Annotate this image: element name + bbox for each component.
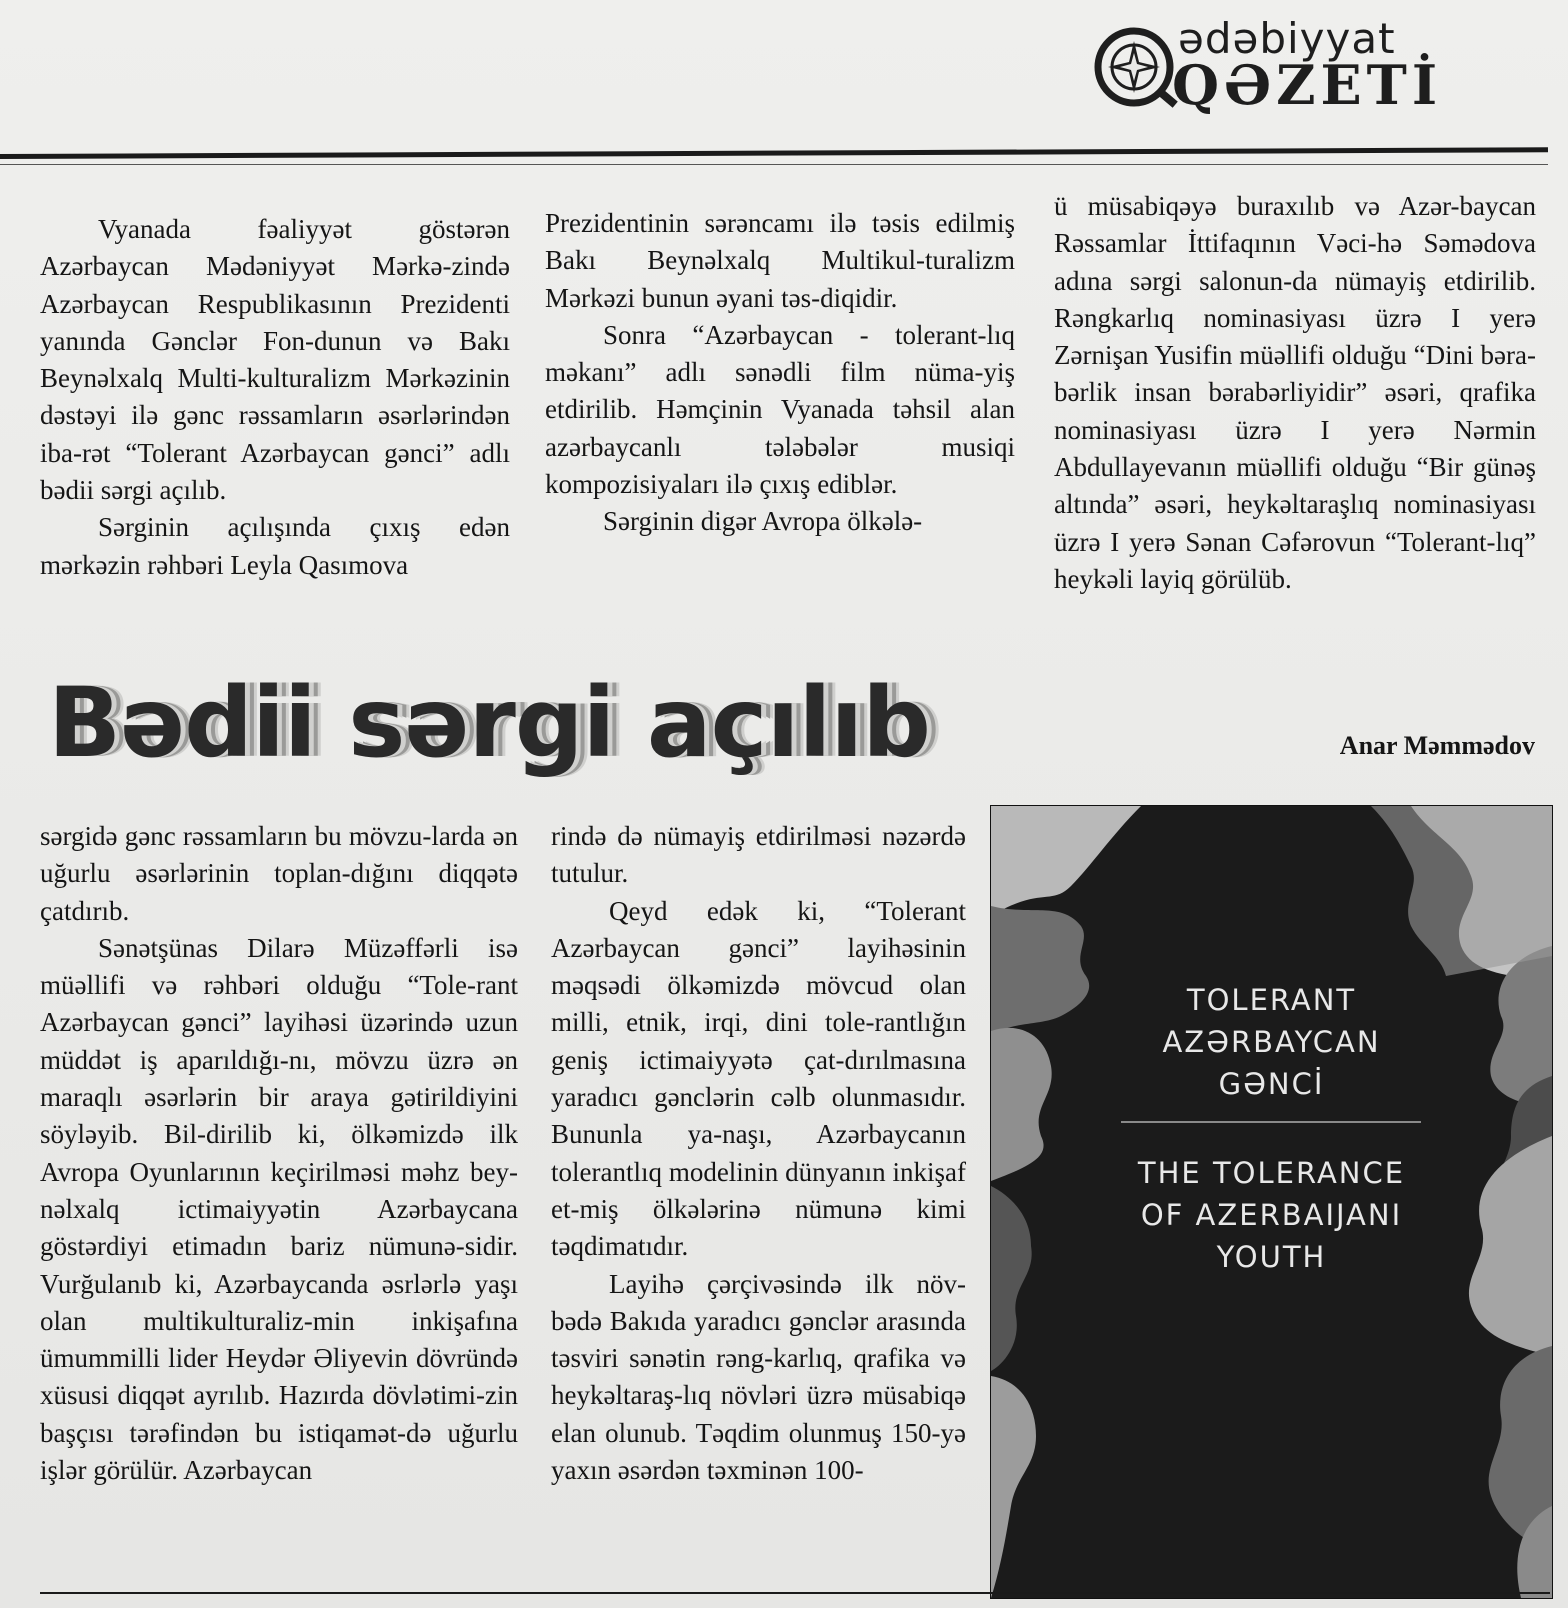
article-paragraph: Qeyd edək ki, “Tolerant Azərbaycan gənci” layihəsinin məqsədi ölkəmizdə mövcud olan milli, etnik, irqi, dini tole-rantlığın geniş ictimaiyyətə çat-dırılmasına yaradıcı gənclərin cəlb olunmasıdır. Bununla ya-naşı, Azərbaycanın tolerantlıq modelinin dünyanın inkişaf et-miş ölkələrinə nümunə kimi təqdimatıdır. bbox=[551, 895, 966, 1262]
masthead bbox=[1094, 14, 1464, 124]
article-headline: Bədii sərgi açılıb bbox=[48, 667, 930, 779]
footer-rule bbox=[40, 1592, 1550, 1594]
compass-logo-icon bbox=[1094, 24, 1180, 110]
article-paragraph: ü müsabiqəyə buraxılıb və Azər-baycan Rəssamlar İttifaqının Vəci-hə Səmədova adına sərgi salonun-da nümayiş etdirilib. Rəngkarlıq nominasiyası üzrə I yerə Zərnişan Yusifin müəllifi olduğu “Dini bəra-bərlik insan bərabərliyidir” əsəri, qrafika nominasiyası üzrə I yerə Nərmin Abdullayevanın müəllifi olduğu “Bir günəş altında” əsəri, heykəltaraşlıq nominasiyası üzrə I yerə Sənan Cəfərovun “Tolerant-lıq” heykəli layiq görülüb. bbox=[1054, 191, 1536, 594]
poster-divider bbox=[1121, 1121, 1421, 1123]
poster-title-en bbox=[991, 1152, 1552, 1278]
article-paragraph: sərgidə gənc rəssamların bu mövzu-larda ən uğurlu əsərlərinin toplan-dığını diqqətə çatdırıb. bbox=[40, 821, 518, 926]
article-byline: Anar Məmmədov bbox=[1339, 731, 1535, 760]
poster-en-line2: OF AZERBAIJANI bbox=[1140, 1198, 1403, 1232]
poster-az-line2: AZƏRBAYCAN bbox=[1162, 1025, 1381, 1059]
poster-en-line3: YOUTH bbox=[1216, 1240, 1327, 1274]
poster-en-line1: THE TOLERANCE bbox=[1137, 1156, 1406, 1190]
article-paragraph: Sərginin açılışında çıxış edən mərkəzin rəhbəri Leyla Qasımova bbox=[40, 512, 510, 580]
poster-az-line1: TOLERANT bbox=[1186, 983, 1357, 1017]
article-paragraph: Vyanada fəaliyyət göstərən Azərbaycan Mədəniyyət Mərkə-zində Azərbaycan Respublikasının Prezidenti yanında Gənclər Fon-dunun və Bakı Beynəlxalq Multi-kulturalizm Mərkəzinin dəstəyi ilə gənc rəssamların əsərlərindən iba-rət “Tolerant Azərbaycan gənci” adlı bədii sərgi açılıb. bbox=[40, 214, 510, 506]
masthead-line1: ədəbiyyat bbox=[1178, 14, 1396, 63]
article-column-3 bbox=[1054, 188, 1536, 598]
header-rule bbox=[0, 147, 1548, 159]
exhibition-poster bbox=[990, 805, 1553, 1599]
article-column-2 bbox=[545, 205, 1015, 541]
masthead-line2: QƏZETİ bbox=[1172, 53, 1443, 117]
article-paragraph: Sərginin digər Avropa ölkələ- bbox=[603, 506, 923, 537]
article-paragraph: Layihə çərçivəsində ilk növ-bədə Bakıda yaradıcı gənclər arasında təsviri sənətin rəng-karlıq, qrafika və heykəltaraş-lıq növləri üzrə müsabiqə elan olunub. Təqdim olunmuş 150-yə yaxın əsərdən təxminən 100- bbox=[551, 1268, 966, 1486]
header-rule-thin bbox=[0, 164, 1548, 165]
article-paragraph: Sənətşünas Dilarə Müzəffərli isə müəllifi və rəhbəri olduğu “Tole-rant Azərbaycan gənci” layihəsi üzərində uzun müddət iş aparıldığı-nı, mövzu üzrə ən maraqlı əsərlərin bir araya gətirildiyini söyləyib. Bil-dirilib ki, ölkəmizdə ilk Avropa Oyunlarının keçirilməsi məhz bey-nəlxalq ictimaiyyətin Azərbaycana göstərdiyi etimadın bariz nümunə-sidir. Vurğulanıb ki, Azərbaycanda əsrlərlə yaşı olan multikulturaliz-min inkişafına ümummilli lider Heydər Əliyevin dövründə xüsusi diqqət ayrılıb. Hazırda dövlətimi-zin başçısı tərəfindən bu istiqamət-də uğurlu işlər görülür. Azərbaycan bbox=[40, 932, 518, 1486]
article-paragraph: Prezidentinin sərəncamı ilə təsis edilmiş Bakı Beynəlxalq Multikul-turalizm Mərkəzi bunun əyani təs-diqidir. bbox=[545, 208, 1015, 313]
article-paragraph: Sonra “Azərbaycan - tolerant-lıq məkanı” adlı sənədli film nüma-yiş etdirilib. Həmçinin Vyanada təhsil alan azərbaycanlı tələbələr musiqi kompozisiyaları ilə çıxış ediblər. bbox=[545, 319, 1015, 500]
article-paragraph: rində də nümayiş etdirilməsi nəzərdə tutulur. bbox=[551, 821, 966, 889]
poster-az-line3: GƏNCİ bbox=[1218, 1067, 1325, 1101]
article-column-1 bbox=[40, 211, 510, 584]
poster-title-az bbox=[991, 979, 1552, 1105]
article-column-5 bbox=[551, 818, 966, 1489]
article-column-4 bbox=[40, 818, 518, 1489]
